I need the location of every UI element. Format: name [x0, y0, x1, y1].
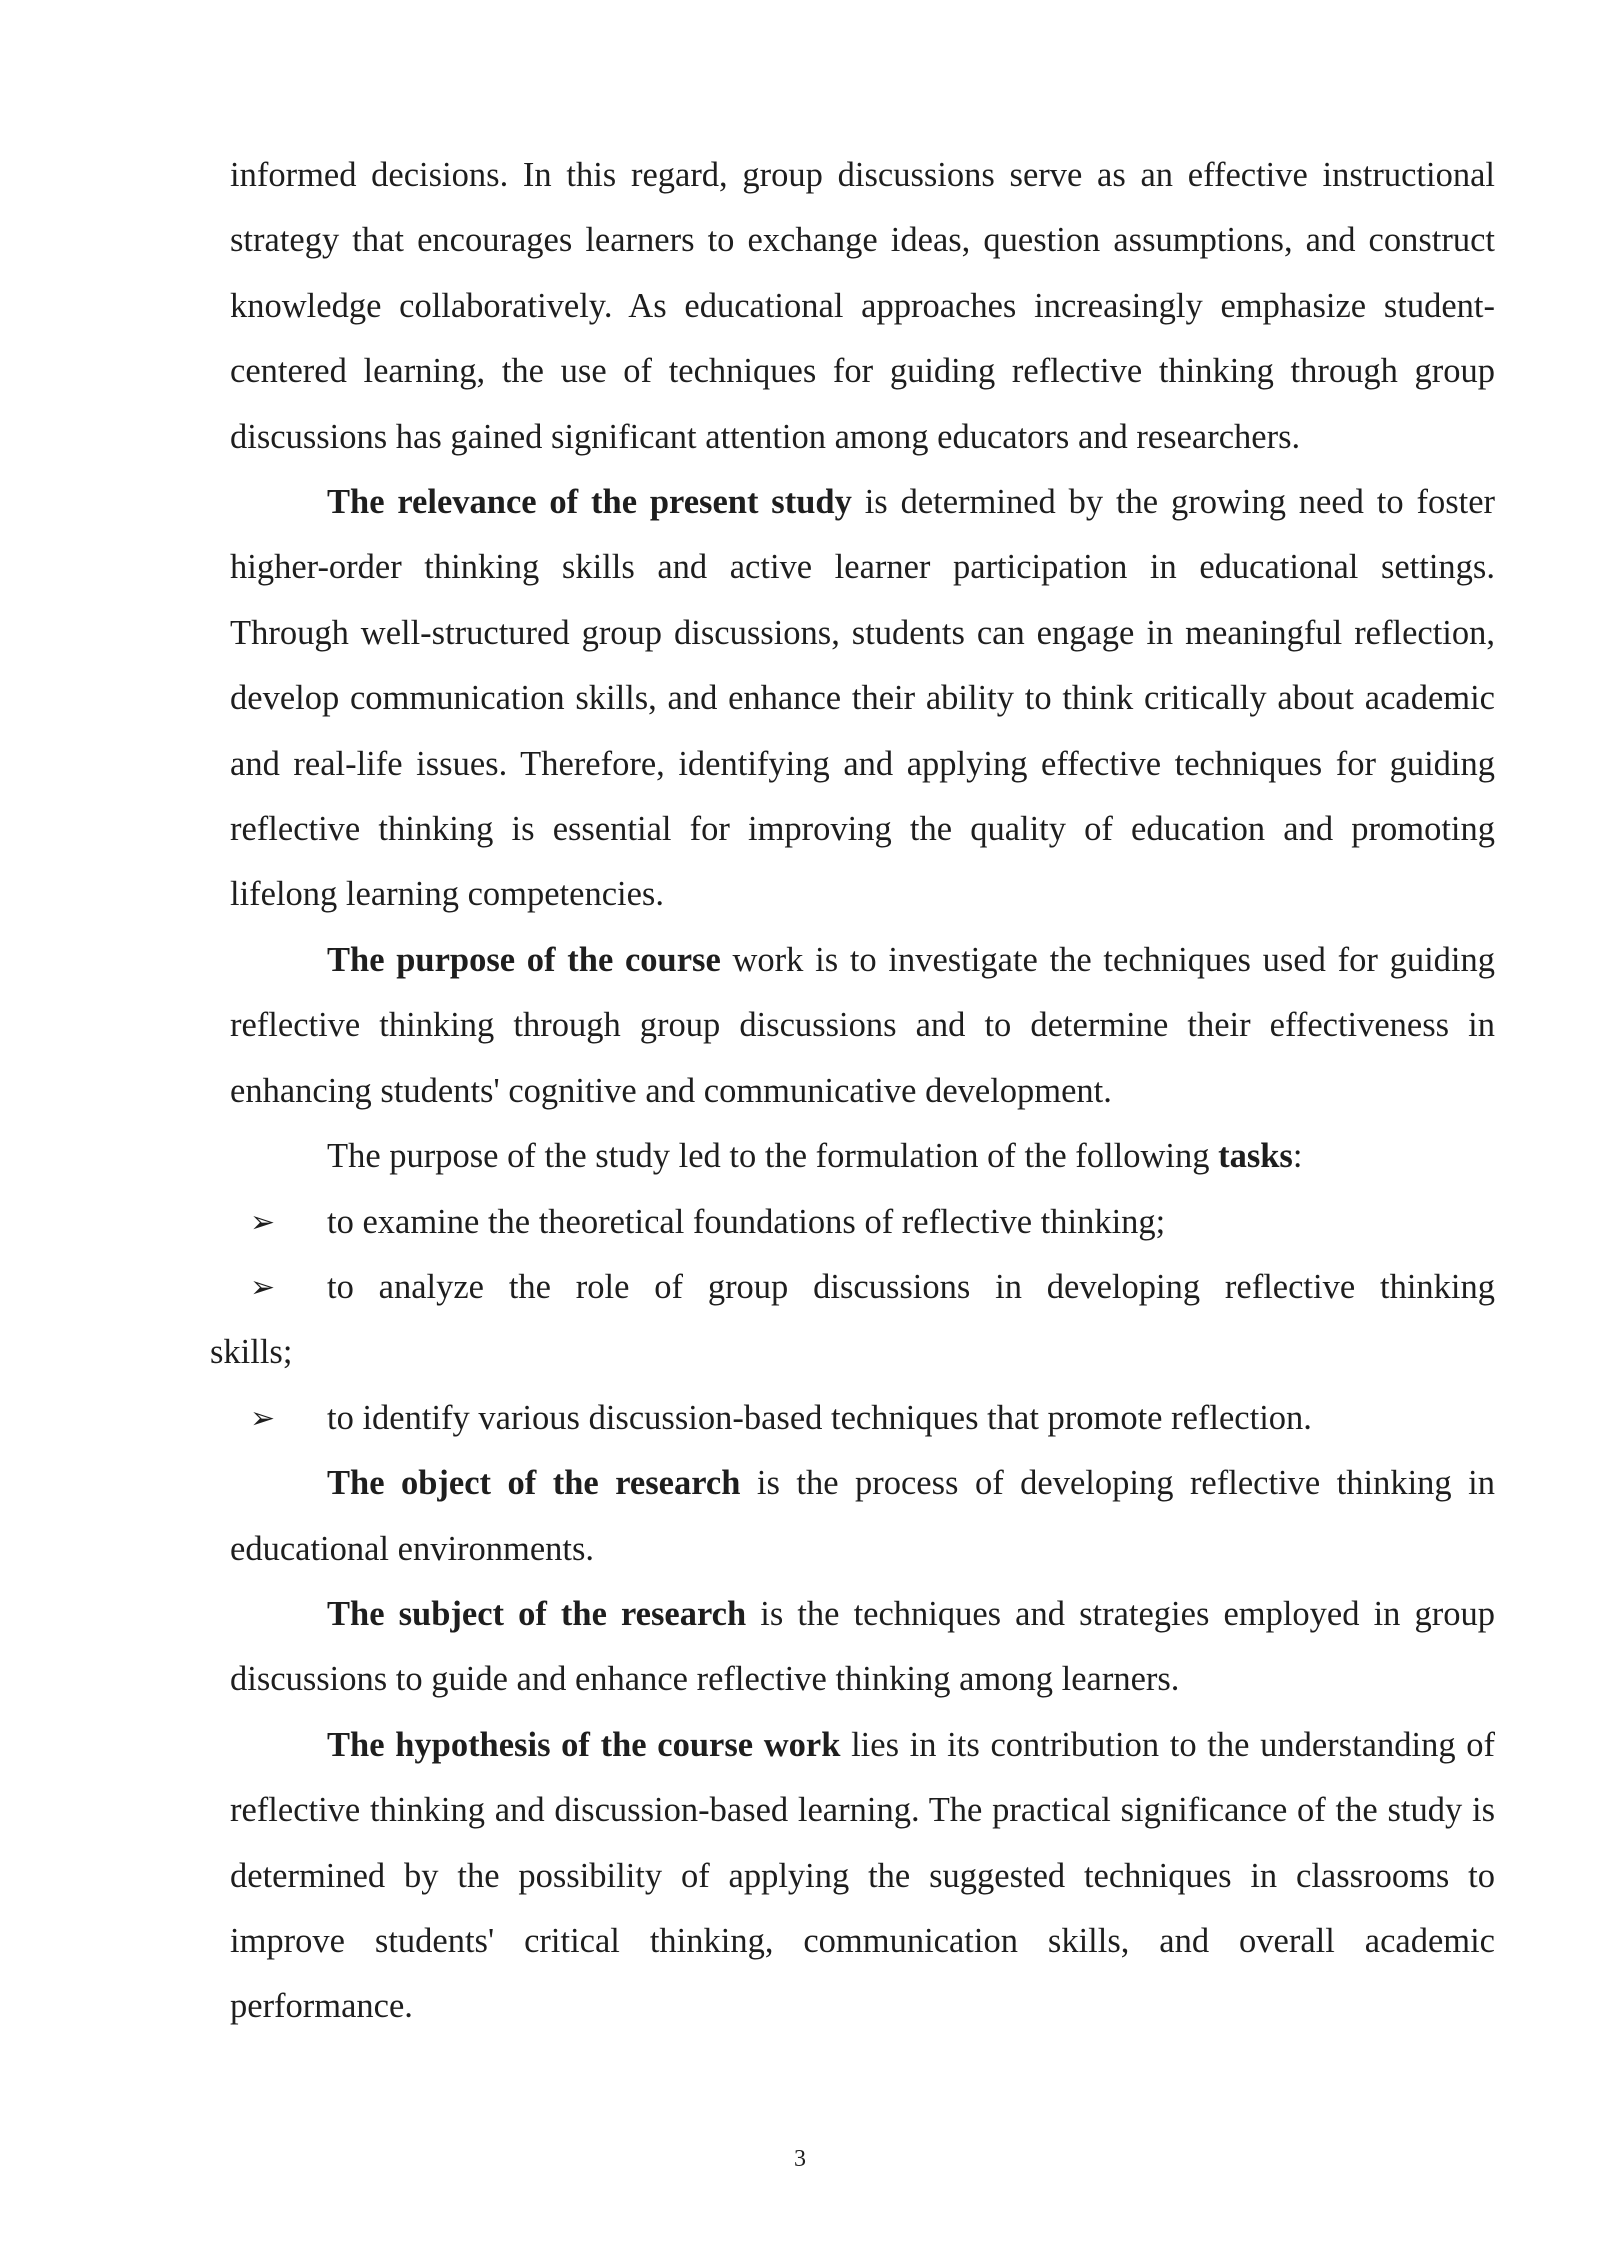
- arrow-bullet-icon: ➢: [250, 1400, 276, 1436]
- tasks-colon: :: [1292, 1137, 1303, 1176]
- relevance-heading: The relevance of the present study: [327, 483, 852, 522]
- task-text: to analyze the role of group discussions in developing reflective thinking: [327, 1267, 1495, 1306]
- tasks-intro-text: The purpose of the study led to the formulation of the following: [327, 1137, 1219, 1176]
- paragraph-hypothesis: [230, 1713, 1495, 2040]
- task-list-item: [230, 1190, 1495, 1255]
- paragraph-subject: [230, 1582, 1495, 1713]
- purpose-text: work is to investigate the techniques used for guiding reflective thinking through group discussions and to determine their effectiveness in enhancing students' cognitive and communicative development.: [230, 940, 1496, 1110]
- tasks-word: tasks: [1218, 1137, 1293, 1176]
- task-text-continuation: skills;: [210, 1333, 293, 1372]
- body-text: [210, 143, 1496, 2040]
- hypothesis-text: lies in its contribution to the understanding of reflective thinking and discussion-based learning. The practical significance of the study is determined by the possibility of applying the suggested techniques in classrooms to improve students' critical thinking, communication skills, and overall academic performance.: [230, 1725, 1495, 2026]
- paragraph-intro: informed decisions. In this regard, group discussions serve as an effective instructional strategy that encourages learners to exchange ideas, question assumptions, and construct knowledge collaboratively. As educational approaches increasingly emphasize student-centered learning, the use of techniques for guiding reflective thinking through group discussions has gained significant attention among educators and researchers.: [230, 156, 1495, 456]
- task-text: to examine the theoretical foundations of reflective thinking;: [327, 1202, 1166, 1241]
- purpose-heading: The purpose of the course: [327, 940, 721, 979]
- paragraph-tasks-intro: [230, 1124, 1495, 1189]
- page-number: 3: [794, 2146, 806, 2172]
- subject-heading: The subject of the research: [327, 1594, 747, 1633]
- task-list-item: [230, 1386, 1495, 1451]
- arrow-bullet-icon: ➢: [250, 1204, 276, 1240]
- subject-text: is the techniques and strategies employed in group discussions to guide and enhance reflective thinking among learners.: [230, 1594, 1495, 1699]
- paragraph-relevance: [230, 470, 1495, 928]
- arrow-bullet-icon: ➢: [250, 1269, 276, 1305]
- object-text: is the process of developing reflective thinking in educational environments.: [230, 1464, 1495, 1568]
- task-list-item: [210, 1255, 1495, 1386]
- paragraph-object: [230, 1451, 1495, 1582]
- hypothesis-heading: The hypothesis of the course work: [327, 1725, 841, 1764]
- relevance-text: is determined by the growing need to foster higher-order thinking skills and active learner participation in educational settings. Through well-structured group discussions, students can engage in meaningful reflection, develop communication skills, and enhance their ability to think critically about academic and real-life issues. Therefore, identifying and applying effective techniques for guiding reflective thinking is essential for improving the quality of education and promoting lifelong learning competencies.: [230, 483, 1496, 914]
- paragraph-purpose: [230, 928, 1495, 1124]
- object-heading: The object of the research: [327, 1464, 741, 1503]
- task-text: to identify various discussion-based techniques that promote reflection.: [327, 1398, 1312, 1437]
